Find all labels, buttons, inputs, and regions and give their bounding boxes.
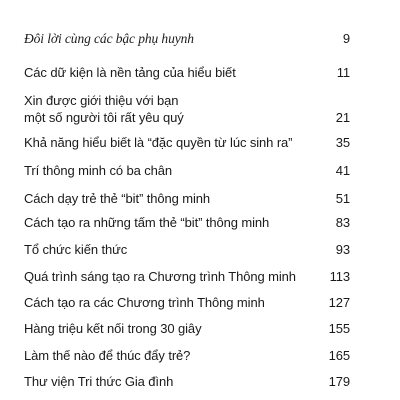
toc-entry-page: 11	[336, 65, 350, 80]
toc-entry-page: 9	[342, 31, 350, 46]
toc-entry	[24, 214, 350, 231]
toc-entry-title: Xin được giới thiệu với bạn một số người tôi rất yêu quý	[24, 93, 184, 125]
toc-entry-page: 93	[335, 242, 350, 257]
toc-entry	[24, 162, 350, 179]
toc-entry	[24, 347, 350, 364]
toc-entry	[24, 92, 350, 126]
toc-entry	[24, 134, 350, 151]
toc-entry	[24, 268, 350, 285]
toc-entry-page: 155	[328, 321, 350, 336]
toc-entry-page: 113	[329, 269, 350, 284]
toc-entry-page: 83	[335, 215, 350, 230]
toc-entry-title: Làm thế nào để thúc đẩy trẻ?	[24, 348, 191, 363]
toc-entry-page: 127	[328, 295, 350, 310]
toc-entry-title: Cách tạo ra những tấm thẻ “bit” thông minh	[24, 215, 270, 230]
toc-entry-page: 179	[328, 374, 350, 389]
toc-entry-page: 35	[335, 135, 350, 150]
toc-entry-title: Khả năng hiểu biết là “đặc quyền từ lúc sinh ra”	[24, 135, 293, 150]
toc-entry	[24, 64, 350, 81]
toc-entry	[24, 241, 350, 258]
toc-entry-intro	[24, 30, 350, 47]
toc-entry-title: Các dữ kiện là nền tảng của hiểu biết	[24, 65, 236, 80]
toc-entry-page: 165	[328, 348, 350, 363]
toc-entry-title: Trí thông minh có ba chân	[24, 163, 173, 178]
toc-entry-page: 41	[335, 163, 350, 178]
toc-entry-page: 51	[335, 191, 350, 206]
toc-entry	[24, 320, 350, 337]
toc-entry-title: Cách dạy trẻ thẻ “bit” thông minh	[24, 191, 211, 206]
toc-entry-title: Quá trình sáng tạo ra Chương trình Thông minh	[24, 269, 296, 284]
toc-entry-title: Hàng triệu kết nối trong 30 giây	[24, 321, 202, 336]
toc-entry-title: Đôi lời cùng các bậc phụ huynh	[24, 31, 194, 46]
toc-entry-title: Cách tạo ra các Chương trình Thông minh	[24, 295, 265, 310]
toc-entry	[24, 373, 350, 390]
toc-entry	[24, 294, 350, 311]
toc-entry-page: 21	[335, 110, 350, 125]
toc-entry	[24, 190, 350, 207]
toc-entry-title: Tổ chức kiến thức	[24, 242, 128, 257]
toc-entry-title: Thư viện Tri thức Gia đình	[24, 374, 174, 389]
